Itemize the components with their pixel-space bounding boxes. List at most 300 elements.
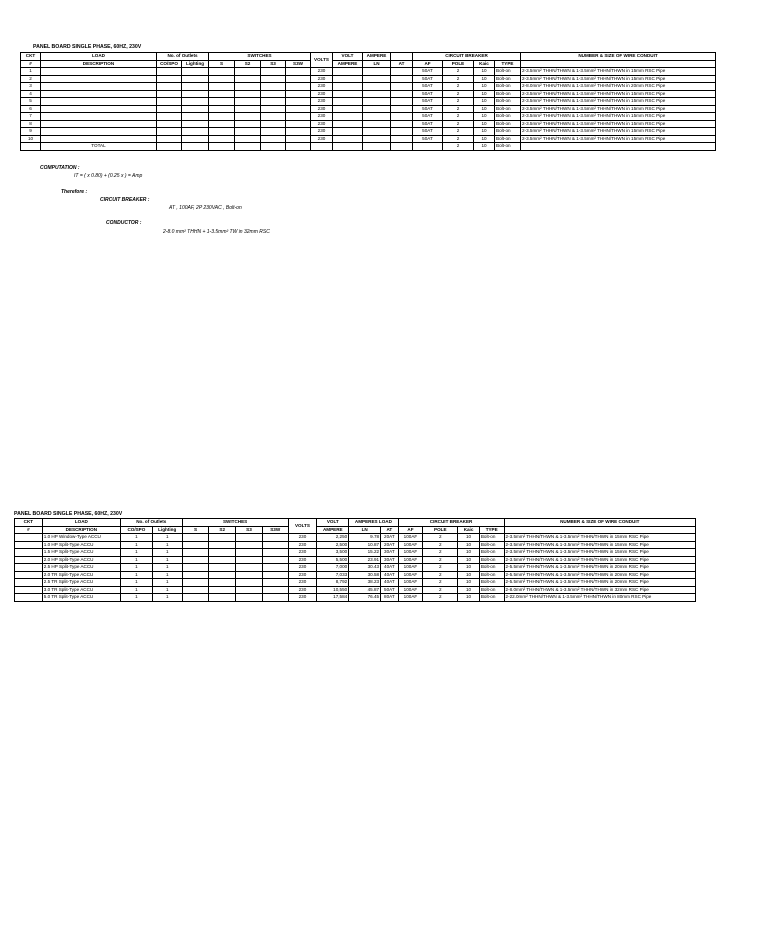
table-cell <box>363 68 391 76</box>
table-cell <box>209 128 235 136</box>
table-cell <box>209 75 235 83</box>
table-cell <box>157 143 182 151</box>
ckt-number <box>15 586 43 594</box>
lighting-cell: 1 <box>152 571 182 579</box>
type-cell: Bolt-on <box>495 120 521 128</box>
table-cell <box>333 143 363 151</box>
type-cell: Bolt-on <box>495 128 521 136</box>
table-row <box>21 68 716 76</box>
table-cell <box>235 128 261 136</box>
schedule1-title: PANEL BOARD SINGLE PHASE, 60HZ, 230V <box>33 44 142 50</box>
table-cell <box>182 556 209 564</box>
col-wire: NUMBER & SIZE OF WIRE CONDUIT <box>521 53 716 61</box>
table-cell <box>21 143 41 151</box>
table-row <box>15 541 696 549</box>
table-cell <box>209 541 236 549</box>
pole-cell: 2 <box>443 83 474 91</box>
col2-s3w: S3W <box>262 526 288 534</box>
col2-cospo: CO/SPO <box>120 526 152 534</box>
table-cell <box>157 90 182 98</box>
volts-cell: 230 <box>311 98 333 106</box>
table-cell <box>261 98 286 106</box>
table-cell <box>363 98 391 106</box>
table-cell <box>333 113 363 121</box>
va-cell: 10,550 <box>317 586 349 594</box>
cospo-cell: 1 <box>120 579 152 587</box>
table-cell <box>262 571 288 579</box>
at-cell: 30AT <box>381 549 399 557</box>
at-cell: 50AT <box>381 586 399 594</box>
wire-cell: 2-5.5mm² THHN/THWN & 1-3.5mm² THHN/THWN in 20mm RSC Pipe <box>504 579 695 587</box>
col-volts: VOLTS <box>311 53 333 68</box>
va-cell: 7,033 <box>317 571 349 579</box>
table-cell <box>391 135 413 143</box>
table-cell <box>286 83 311 91</box>
volts-cell: 230 <box>311 83 333 91</box>
kaic-cell: 10 <box>474 105 495 113</box>
cospo-cell: 1 <box>120 586 152 594</box>
table-row <box>21 113 716 121</box>
description-cell <box>41 90 157 98</box>
col2-s2: S2 <box>209 526 236 534</box>
col-s2: S2 <box>235 60 261 68</box>
ampere-cell: 23.91 <box>349 556 381 564</box>
description-cell <box>41 83 157 91</box>
af-cell: 50AT <box>413 75 443 83</box>
table-row <box>15 579 696 587</box>
table-cell <box>363 113 391 121</box>
table-cell <box>363 83 391 91</box>
ckt-number <box>15 556 43 564</box>
table-cell <box>236 549 263 557</box>
ckt-number: 3 <box>21 83 41 91</box>
table-cell <box>286 128 311 136</box>
wire-cell: 2-3.5mm² THHN/THWN & 1-3.5mm² THHN/THWN in 15mm RSC Pipe <box>521 75 716 83</box>
kaic-cell: 10 <box>474 98 495 106</box>
at-cell: 20AT <box>381 534 399 542</box>
ckt-number <box>15 549 43 557</box>
col-s3: S3 <box>261 60 286 68</box>
table-cell <box>286 135 311 143</box>
volts-cell: 230 <box>311 135 333 143</box>
va-cell: 2,250 <box>317 534 349 542</box>
col2-cb: CIRCUIT BREAKER <box>398 519 504 527</box>
ckt-number: 4 <box>21 90 41 98</box>
table-cell <box>157 105 182 113</box>
table-cell <box>333 135 363 143</box>
table-cell <box>363 75 391 83</box>
kaic-cell: 10 <box>474 120 495 128</box>
table-cell <box>261 128 286 136</box>
ckt-number: 1 <box>21 68 41 76</box>
table-cell <box>209 143 235 151</box>
description-cell <box>41 128 157 136</box>
table-cell <box>236 594 263 602</box>
wire-cell: 2-3.5mm² THHN/THWN & 1-3.5mm² THHN/THWN in 15mm RSC Pipe <box>504 556 695 564</box>
description-cell <box>41 120 157 128</box>
lighting-cell: 1 <box>152 556 182 564</box>
va-cell: 7,000 <box>317 564 349 572</box>
table-cell <box>286 143 311 151</box>
table-cell <box>182 90 209 98</box>
table-cell <box>236 586 263 594</box>
pole-cell: 2 <box>443 75 474 83</box>
kaic-cell: 10 <box>474 90 495 98</box>
table-cell <box>391 68 413 76</box>
at-cell: 40AT <box>381 571 399 579</box>
cb-value: AT , 100AF, 2P 230VAC , Bolt-on <box>169 205 242 211</box>
pole-cell: 2 <box>423 541 458 549</box>
table-cell <box>157 135 182 143</box>
pole-cell: 2 <box>423 579 458 587</box>
table-cell <box>182 113 209 121</box>
table-cell <box>235 98 261 106</box>
cospo-cell: 1 <box>120 594 152 602</box>
table-cell <box>182 549 209 557</box>
col-volt: VOLT <box>333 53 363 61</box>
volts-cell: 230 <box>288 586 317 594</box>
description-cell <box>41 68 157 76</box>
ampere-cell: 9.78 <box>349 534 381 542</box>
table-cell <box>182 105 209 113</box>
description-cell: 1.0 HP Split-Type ACCU <box>42 541 120 549</box>
cospo-cell: 1 <box>120 534 152 542</box>
description-cell <box>41 98 157 106</box>
pole-cell: 2 <box>423 534 458 542</box>
at-cell: 40AT <box>381 564 399 572</box>
table-cell <box>363 143 391 151</box>
col2-af: AF <box>398 526 423 534</box>
type-cell: Bolt-on <box>479 534 504 542</box>
col-s3w: S3W <box>286 60 311 68</box>
type-cell: Bolt-on <box>495 98 521 106</box>
volts-cell: 230 <box>311 120 333 128</box>
table-cell <box>391 128 413 136</box>
cospo-cell: 1 <box>120 571 152 579</box>
table-cell <box>209 90 235 98</box>
table-cell <box>182 98 209 106</box>
col2-at: AT <box>381 526 399 534</box>
computation-heading: COMPUTATION : <box>40 165 80 171</box>
lighting-cell: 1 <box>152 594 182 602</box>
pole-cell: 2 <box>443 105 474 113</box>
table-cell <box>209 68 235 76</box>
volts-cell: 230 <box>288 549 317 557</box>
table-cell <box>286 68 311 76</box>
kaic-cell: 10 <box>458 579 480 587</box>
col2-volt: VOLT <box>317 519 349 527</box>
wire-cell: 2-3.5mm² THHN/THWN & 1-3.5mm² THHN/THWN in 15mm RSC Pipe <box>521 68 716 76</box>
ckt-number: 5 <box>21 98 41 106</box>
kaic-cell: 10 <box>458 586 480 594</box>
table-cell <box>363 105 391 113</box>
type-cell: Bolt-on <box>479 586 504 594</box>
total-label: TOTAL <box>41 143 157 151</box>
table-cell <box>209 98 235 106</box>
table-cell <box>182 541 209 549</box>
type-cell: Bolt-on <box>495 105 521 113</box>
kaic-cell: 10 <box>474 68 495 76</box>
pole-cell: 2 <box>443 128 474 136</box>
table-row <box>21 90 716 98</box>
kaic-cell: 10 <box>474 83 495 91</box>
pole-cell: 2 <box>423 594 458 602</box>
at-cell: 40AT <box>381 579 399 587</box>
table-cell <box>333 105 363 113</box>
table-cell <box>391 90 413 98</box>
ckt-number <box>15 594 43 602</box>
lighting-cell: 1 <box>152 541 182 549</box>
schedule1-table <box>20 52 716 151</box>
table-cell <box>235 113 261 121</box>
table-cell <box>261 143 286 151</box>
pole-cell: 2 <box>443 120 474 128</box>
volts-cell: 230 <box>311 68 333 76</box>
table-cell <box>157 113 182 121</box>
description-cell: 2.5 TR Split-Type ACCU <box>42 579 120 587</box>
table-cell <box>262 594 288 602</box>
table-cell <box>157 75 182 83</box>
lighting-cell: 1 <box>152 549 182 557</box>
af-cell: 100AF <box>398 594 423 602</box>
volts-cell: 230 <box>288 541 317 549</box>
table-cell <box>157 68 182 76</box>
table-row <box>15 534 696 542</box>
col-lighting: Lighting <box>182 60 209 68</box>
table-cell <box>182 586 209 594</box>
table-cell <box>209 556 236 564</box>
volts-cell: 230 <box>311 75 333 83</box>
table-cell <box>286 120 311 128</box>
table-cell <box>182 143 209 151</box>
table-row <box>15 571 696 579</box>
col-outlets: No. of Outlets <box>157 53 209 61</box>
col-switches: SWITCHES <box>209 53 311 61</box>
pole-cell: 2 <box>443 98 474 106</box>
type-cell: Bolt-on <box>479 556 504 564</box>
table-cell <box>235 105 261 113</box>
af-cell: 50AT <box>413 98 443 106</box>
af-cell: 100AF <box>398 534 423 542</box>
lighting-cell: 1 <box>152 586 182 594</box>
table-cell <box>182 579 209 587</box>
description-cell: 2.0 TR Split-Type ACCU <box>42 571 120 579</box>
af-cell: 100AF <box>398 579 423 587</box>
wire-cell: 2-5.5mm² THHN/THWN & 1-3.5mm² THHN/THWN in 20mm RSC Pipe <box>504 571 695 579</box>
af-cell: 50AT <box>413 120 443 128</box>
lighting-cell: 1 <box>152 579 182 587</box>
type-cell: Bolt-on <box>495 135 521 143</box>
table-cell <box>333 75 363 83</box>
description-cell <box>41 105 157 113</box>
table-cell <box>261 75 286 83</box>
type-cell: Bolt-on <box>495 113 521 121</box>
kaic-cell: 10 <box>458 571 480 579</box>
table-row <box>21 135 716 143</box>
col2-type: TYPE <box>479 526 504 534</box>
ckt-number: 10 <box>21 135 41 143</box>
col2-ampere: AMPERE <box>317 526 349 534</box>
af-cell: 100AF <box>398 541 423 549</box>
kaic-cell: 10 <box>474 128 495 136</box>
wire-cell: 2-8.0mm² THHN/THWN & 1-3.5mm² THHN/THWN in 32mm RSC Pipe <box>504 586 695 594</box>
va-cell: 8,792 <box>317 579 349 587</box>
kaic-cell: 10 <box>458 534 480 542</box>
col-ln: LN <box>363 60 391 68</box>
col-type: TYPE <box>495 60 521 68</box>
lighting-cell: 1 <box>152 564 182 572</box>
table-cell <box>157 98 182 106</box>
description-cell: 1.0 HP Window-Type ACCU <box>42 534 120 542</box>
table-cell <box>182 534 209 542</box>
af-cell: 100AF <box>398 586 423 594</box>
ckt-number: 6 <box>21 105 41 113</box>
col-cb: CIRCUIT BREAKER <box>413 53 521 61</box>
cospo-cell: 1 <box>120 564 152 572</box>
wire-cell: 2-3.5mm² THHN/THWN & 1-3.5mm² THHN/THWN in 15mm RSC Pipe <box>521 98 716 106</box>
col-pole: POLE <box>443 60 474 68</box>
table-row <box>21 98 716 106</box>
table-cell <box>236 534 263 542</box>
table-cell <box>157 83 182 91</box>
pole-cell: 2 <box>443 90 474 98</box>
col2-description: DESCRIPTION <box>42 526 120 534</box>
table-cell <box>261 120 286 128</box>
conductor-label: CONDUCTOR : <box>106 220 142 226</box>
table-row <box>15 594 696 602</box>
col2-kaic: Kaic <box>458 526 480 534</box>
type-cell: Bolt-on <box>479 571 504 579</box>
table-cell <box>209 83 235 91</box>
volts-cell: 230 <box>288 571 317 579</box>
table-row <box>15 564 696 572</box>
computation-formula: IT = ( x 0.80) + (0.25 x ) = Amp <box>74 173 143 179</box>
va-cell: 3,500 <box>317 549 349 557</box>
ampere-cell: 15.22 <box>349 549 381 557</box>
table-cell <box>235 90 261 98</box>
col-af: AF <box>413 60 443 68</box>
af-cell: 50AT <box>413 128 443 136</box>
table-cell <box>333 68 363 76</box>
col2-load: LOAD <box>42 519 120 527</box>
description-cell: 3.0 TR Split-Type ACCU <box>42 586 120 594</box>
wire-cell: 2-5.5mm² THHN/THWN & 1-3.5mm² THHN/THWN in 20mm RSC Pipe <box>504 564 695 572</box>
pole-cell: 2 <box>423 571 458 579</box>
table-cell <box>209 113 235 121</box>
wire-cell: 2-22.0mm² THHN/THWN & 1-3.5mm² THHN/THWN in 80mm RSC Pipe <box>504 594 695 602</box>
volts-cell: 230 <box>288 534 317 542</box>
table-row <box>21 83 716 91</box>
table-cell <box>286 105 311 113</box>
pole-cell: 2 <box>443 143 474 151</box>
table-cell <box>333 128 363 136</box>
cb-label: CIRCUIT BREAKER : <box>100 197 150 203</box>
ckt-number <box>15 571 43 579</box>
therefore-label: Therefore : <box>61 189 88 195</box>
kaic-cell: 10 <box>458 564 480 572</box>
description-cell: 2.5 HP Split-Type ACCU <box>42 564 120 572</box>
table-cell <box>182 135 209 143</box>
col2-ckt: CKT <box>15 519 43 527</box>
col-cospo: CO/SPO <box>157 60 182 68</box>
col-ckt-no: # <box>21 60 41 68</box>
col2-ckt-no: # <box>15 526 43 534</box>
table-cell <box>363 90 391 98</box>
table-row <box>15 586 696 594</box>
table-cell <box>236 556 263 564</box>
table-cell <box>391 98 413 106</box>
pole-cell: 2 <box>443 135 474 143</box>
table-cell <box>333 90 363 98</box>
table-cell <box>182 68 209 76</box>
va-cell: 17,584 <box>317 594 349 602</box>
col2-outlets: No. of Outlets <box>120 519 182 527</box>
wire-cell: 2-3.5mm² THHN/THWN & 1-3.5mm² THHN/THWN in 15mm RSC Pipe <box>521 120 716 128</box>
ckt-number <box>15 579 43 587</box>
af-cell: 50AT <box>413 90 443 98</box>
table-cell <box>262 541 288 549</box>
af-cell: 50AT <box>413 135 443 143</box>
table-cell <box>236 564 263 572</box>
table-cell <box>261 90 286 98</box>
col2-wire: NUMBER & SIZE OF WIRE CONDUIT <box>504 519 695 527</box>
table-cell <box>209 579 236 587</box>
table-cell <box>209 105 235 113</box>
table-cell <box>286 113 311 121</box>
table-cell <box>209 564 236 572</box>
va-cell: 2,500 <box>317 541 349 549</box>
kaic-cell: 10 <box>474 135 495 143</box>
col2-ampere-load: AMPERES LOAD <box>349 519 398 527</box>
table-cell <box>182 83 209 91</box>
cospo-cell: 1 <box>120 541 152 549</box>
table-cell <box>286 98 311 106</box>
table-cell <box>235 75 261 83</box>
type-cell: Bolt-on <box>479 564 504 572</box>
af-cell: 50AT <box>413 83 443 91</box>
ckt-number: 8 <box>21 120 41 128</box>
table-cell <box>235 68 261 76</box>
table-cell <box>391 143 413 151</box>
col2-volts: VOLTS <box>288 519 317 534</box>
table-cell <box>235 120 261 128</box>
table-cell <box>333 83 363 91</box>
volts-cell: 230 <box>311 113 333 121</box>
conductor-value: 2-8.0 mm² THHN + 1-3.5mm² TW in 32mm RSC <box>163 229 270 235</box>
pole-cell: 2 <box>423 564 458 572</box>
kaic-cell: 10 <box>474 113 495 121</box>
af-cell: 100AF <box>398 564 423 572</box>
table-cell <box>235 135 261 143</box>
pole-cell: 2 <box>423 556 458 564</box>
table-cell <box>236 579 263 587</box>
wire-cell: 2-3.5mm² THHN/THWN & 1-3.5mm² THHN/THWN in 15mm RSC Pipe <box>521 128 716 136</box>
kaic-cell: 10 <box>458 541 480 549</box>
type-cell: Bolt-on <box>495 143 521 151</box>
ckt-number: 2 <box>21 75 41 83</box>
volts-cell: 230 <box>311 128 333 136</box>
table-row <box>15 556 696 564</box>
pole-cell: 2 <box>443 113 474 121</box>
volts-cell: 230 <box>288 594 317 602</box>
table-cell <box>261 83 286 91</box>
ckt-number <box>15 534 43 542</box>
table-cell <box>182 75 209 83</box>
table-cell <box>209 534 236 542</box>
table-cell <box>333 120 363 128</box>
table-cell <box>157 120 182 128</box>
col2-lighting: Lighting <box>152 526 182 534</box>
